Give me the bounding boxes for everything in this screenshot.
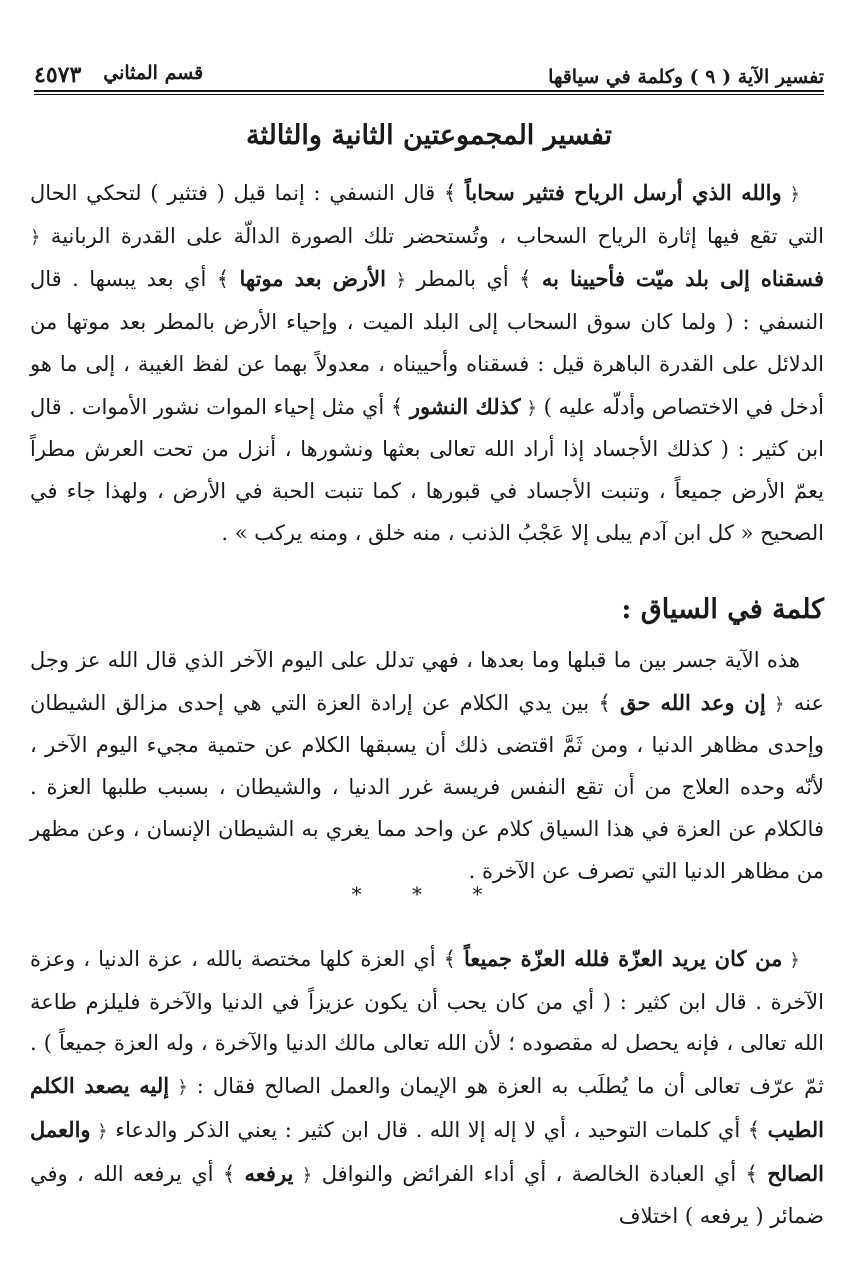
page-number: ٤٥٧٣ <box>34 62 82 88</box>
context-paragraph <box>30 640 824 892</box>
section-separator-stars: * * * <box>351 882 505 906</box>
paragraph-text: ﴾ أي كلمات التوحيد ، أي لا إله إلا الله . قال ابن كثير : يعني الذكر والدعاء <box>107 1117 768 1142</box>
paragraph-text: ﴾ أي العبادة الخالصة ، أي أداء الفرائض والنوافل <box>312 1161 768 1186</box>
header-section-group <box>34 62 203 88</box>
header-section-name: قسم المثاني <box>103 62 204 84</box>
quran-bracket-open: ﴿ <box>30 226 41 248</box>
quran-bracket-open: ﴿ <box>293 1164 313 1186</box>
paragraph-text: ﴾ قال النسفي : إنما قيل ( فتثير ) لتحكي الحال التي تقع فيها إثارة الرياح السحاب ، وتُستحضر تلك الصورة الدالّة على القدرة الربانية <box>30 181 824 248</box>
quran-verse: الأرض بعد موتها <box>239 266 386 292</box>
paragraph-text: ﴾ بين يدي الكلام عن إرادة العزة التي هي إحدى مزالق الشيطان وإحدى مظاهر الدنيا ، ومن ثَمَّ اقتضى ذلك أن يسبقها الكلام عن حتمية مجيء اليوم الآخر ، لأنّه وحده العلاج من أن تقع النفس فريسة غرر الدنيا ، والشيطان ، بسبب طلبها العزة . فالكلام عن العزة في هذا السياق كلام عن واحد مما يغري به الشيطان الإنسان ، وعن مظهر من مظاهر الدنيا التي تصرف عن الآخرة . <box>30 690 824 883</box>
quran-bracket-open: ﴿ <box>782 950 800 971</box>
quran-bracket-open: ﴿ <box>765 693 785 715</box>
quran-verse: والعمل الصالح <box>30 1116 824 1186</box>
section-title: تفسير المجموعتين الثانية والثالثة <box>245 120 613 151</box>
paragraph-text: ﴾ أي يرفعه الله ، وفي ضمائر ( يرفعه ) اختلاف <box>30 1161 824 1229</box>
running-header <box>34 58 824 88</box>
paragraph-text: ﴾ أي بالمطر <box>406 267 542 292</box>
tafsir-paragraph-1 <box>30 172 824 554</box>
header-rule <box>34 90 824 92</box>
paragraph-text: ﴾ أي مثل إحياء الموات نشور الأموات . قال ابن كثير : ( كذلك الأجساد إذا أراد الله تعالى بعثها ونشورها ، أنزل من تحت العرش مطراً يعمّ الأرض جميعاً ، وتنبت الأجساد في قبورها ، كما تنبت الحبة في الأرض ، ولهذا جاء في الصحيح « كل ابن آدم يبلى إلا عَجْبُ الذنب ، منه خلق ، ومنه يركب » . <box>30 394 824 545</box>
tafsir-paragraph-2 <box>30 938 824 1238</box>
quran-verse: إن وعد الله حق <box>620 689 766 715</box>
subheading: كلمة في السياق : <box>621 594 824 625</box>
quran-verse: إليه يصعد الكلم الطيب <box>30 1073 824 1142</box>
quran-verse: فسقناه إلى بلد ميّت فأحيينا به <box>541 266 824 292</box>
quran-verse: والله الذي أرسل الرياح فتثير سحاباً <box>464 180 782 205</box>
paragraph-text: ﴾ أي بعد يبسها . قال النسفي : ( ولما كان سوق السحاب إلى البلد الميت ، وإحياء الأرض بالمطر بعد موتها من الدلائل على القدرة الباهرة قيل : فسقناه وأحييناه ، معدولاً بهما عن لفظ الغيبة ، إلى ما هو أدخل في الاختصاص وأدلّه عليه ) <box>30 267 824 419</box>
paragraph-text: هذه الآية جسر بين ما قبلها وما بعدها ، فهي تدلل على اليوم الآخر الذي قال الله عز وجل عنه <box>30 648 824 715</box>
header-rule-thin <box>34 94 824 95</box>
quran-bracket-open: ﴿ <box>385 270 406 292</box>
quran-bracket-open: ﴿ <box>781 184 800 205</box>
paragraph-text: ﴾ أي العزة كلها مختصة بالله ، عزة الدنيا ، وعزة الآخرة . قال ابن كثير : ( أي من كان يحب أن يكون عزيزاً في الدنيا والآخرة فليلزم طاعة الله تعالى ، فإنه يحصل له مقصوده ؛ لأن الله تعالى مالك الدنيا والآخرة ، وله العزة جميعاً ) . ثمّ عرّف تعالى أن ما يُطلَب به العزة هو الإيمان والعمل الصالح فقال : <box>30 947 824 1099</box>
quran-verse: يرفعه <box>244 1160 294 1186</box>
quran-verse: من كان يريد العزّة فلله العزّة جميعاً <box>463 946 783 971</box>
header-chapter-title: تفسير الآية ( ٩ ) وكلمة في سياقها <box>548 66 824 88</box>
quran-bracket-open: ﴿ <box>520 397 537 419</box>
quran-bracket-open: ﴿ <box>169 1077 188 1099</box>
quran-verse: كذلك النشور <box>409 393 521 419</box>
quran-bracket-open: ﴿ <box>90 1120 108 1142</box>
